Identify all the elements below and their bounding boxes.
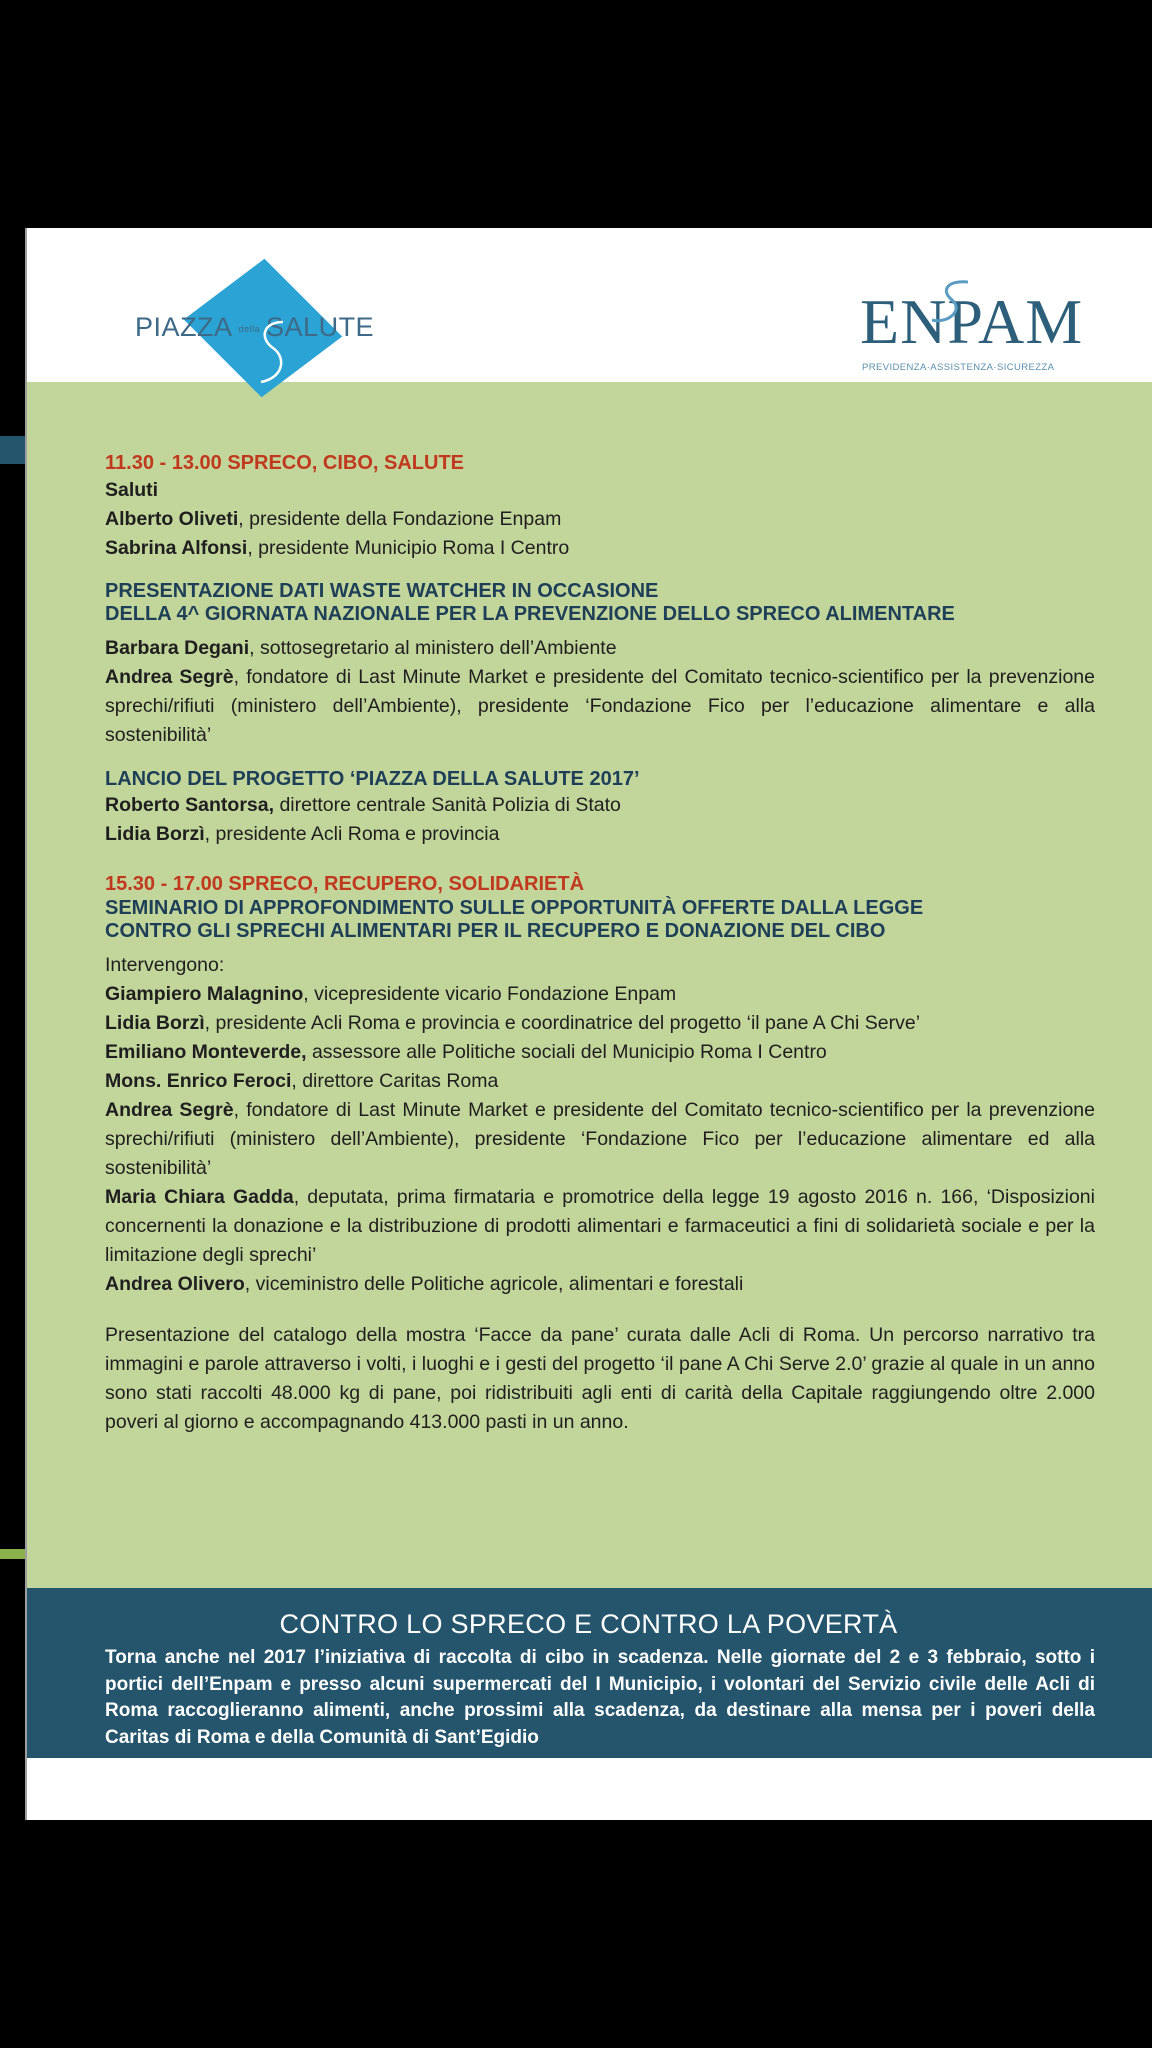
launch-title: LANCIO DEL PROGETTO ‘PIAZZA DELLA SALUTE 2017’ — [105, 768, 640, 790]
enpam-tagline: PREVIDENZA·ASSISTENZA·SICUREZZA — [862, 362, 1055, 373]
morning-speaker: Alberto Oliveti, presidente della Fondazione Enpam — [105, 508, 562, 530]
program-content — [105, 450, 1095, 1437]
afternoon-speaker: Andrea Segrè, fondatore di Last Minute Market e presidente del Comitato tecnico-scientifico per la prevenzione sprechi/rifiuti (ministero dell’Ambiente), presidente ‘Fondazione Fico per l’educazione alimentare ed alla sostenibilità’ — [105, 1099, 1095, 1179]
left-edge-tab-green — [0, 1549, 25, 1559]
left-edge-tab-blue — [0, 436, 25, 464]
piazza-logo-text: PIAZZA della SALUTE — [135, 312, 375, 342]
presentation-title-line2: DELLA 4^ GIORNATA NAZIONALE PER LA PREVENZIONE DELLO SPRECO ALIMENTARE — [105, 603, 955, 625]
piazza-s-swirl-icon — [253, 318, 293, 388]
page-left-edge — [25, 228, 27, 1820]
poverty-initiative-title: CONTRO LO SPRECO E CONTRO LA POVERTÀ — [279, 1609, 898, 1639]
seminar-title-line2: CONTRO GLI SPRECHI ALIMENTARI PER IL RECUPERO E DONAZIONE DEL CIBO — [105, 920, 886, 942]
enpam-wordmark: ENPAM — [860, 286, 1084, 357]
morning-speaker: Sabrina Alfonsi, presidente Municipio Roma I Centro — [105, 537, 570, 559]
launch-speaker: Roberto Santorsa, direttore centrale Sanità Polizia di Stato — [105, 794, 621, 816]
saluti-label: Saluti — [105, 479, 159, 501]
presentation-speaker: Andrea Segrè, fondatore di Last Minute Market e presidente del Comitato tecnico-scientifico per la prevenzione sprechi/rifiuti (ministero dell’Ambiente), presidente ‘Fondazione Fico per l’educazione alimentare e alla sostenibilità’ — [105, 666, 1095, 746]
afternoon-speaker: Mons. Enrico Feroci, direttore Caritas Roma — [105, 1070, 499, 1092]
afternoon-speaker: Giampiero Malagnino, vicepresidente vicario Fondazione Enpam — [105, 983, 677, 1005]
flyer-page — [25, 228, 1152, 1820]
presentation-title-line1: PRESENTAZIONE DATI WASTE WATCHER IN OCCASIONE — [105, 580, 659, 602]
afternoon-speaker: Lidia Borzì, presidente Acli Roma e provincia e coordinatrice del progetto ‘il pane A Chi Serve’ — [105, 1012, 921, 1034]
poverty-initiative-box — [25, 1588, 1152, 1758]
catalog-paragraph: Presentazione del catalogo della mostra ‘Facce da pane’ curata dalle Acli di Roma. Un percorso narrativo tra immagini e parole attraverso i volti, i luoghi e i gesti del progetto ‘il pane A Chi Serve 2.0’ grazie al quale in un anno sono stati raccolti 48.000 kg di pane, poi ridistribuiti agli enti di carità della Capitale raggiungendo oltre 2.000 poveri al giorno e accompagnando 413.000 pasti in un anno. — [105, 1324, 1095, 1433]
afternoon-speaker: Maria Chiara Gadda, deputata, prima firmataria e promotrice della legge 19 agosto 2016 n. 166, ‘Disposizioni concernenti la donazione e la distribuzione di prodotti alimentari e farmaceutici a fini di solidarietà sociale e per la limitazione degli sprechi’ — [105, 1186, 1095, 1266]
afternoon-speaker: Andrea Olivero, viceministro delle Politiche agricole, alimentari e forestali — [105, 1273, 744, 1295]
morning-heading: 11.30 - 13.00 SPRECO, CIBO, SALUTE — [105, 452, 465, 474]
enpam-swash-icon — [918, 276, 988, 366]
afternoon-speaker: Emiliano Monteverde, assessore alle Politiche sociali del Municipio Roma I Centro — [105, 1041, 827, 1063]
seminar-title-line1: SEMINARIO DI APPROFONDIMENTO SULLE OPPORTUNITÀ OFFERTE DALLA LEGGE — [105, 897, 924, 919]
poverty-initiative-text: Torna anche nel 2017 l’iniziativa di raccolta di cibo in scadenza. Nelle giornate del 2 e 3 febbraio, sotto i portici dell’Enpam e presso alcuni supermercati del I Municipio, i volontari del Servizio civile delle Acli di Roma raccoglieranno alimenti, anche prossimi alla scadenza, da destinare alla mensa per i poveri della Caritas di Roma e della Comunità di Sant’Egidio — [105, 1647, 1095, 1748]
afternoon-heading: 15.30 - 17.00 SPRECO, RECUPERO, SOLIDARIETÀ — [105, 873, 585, 895]
presentation-speaker: Barbara Degani, sottosegretario al ministero dell’Ambiente — [105, 637, 617, 659]
intervengono-label: Intervengono: — [105, 954, 225, 976]
piazza-della-salute-logo — [105, 268, 405, 408]
enpam-logo — [860, 286, 1105, 380]
launch-speaker: Lidia Borzì, presidente Acli Roma e provincia — [105, 823, 500, 845]
